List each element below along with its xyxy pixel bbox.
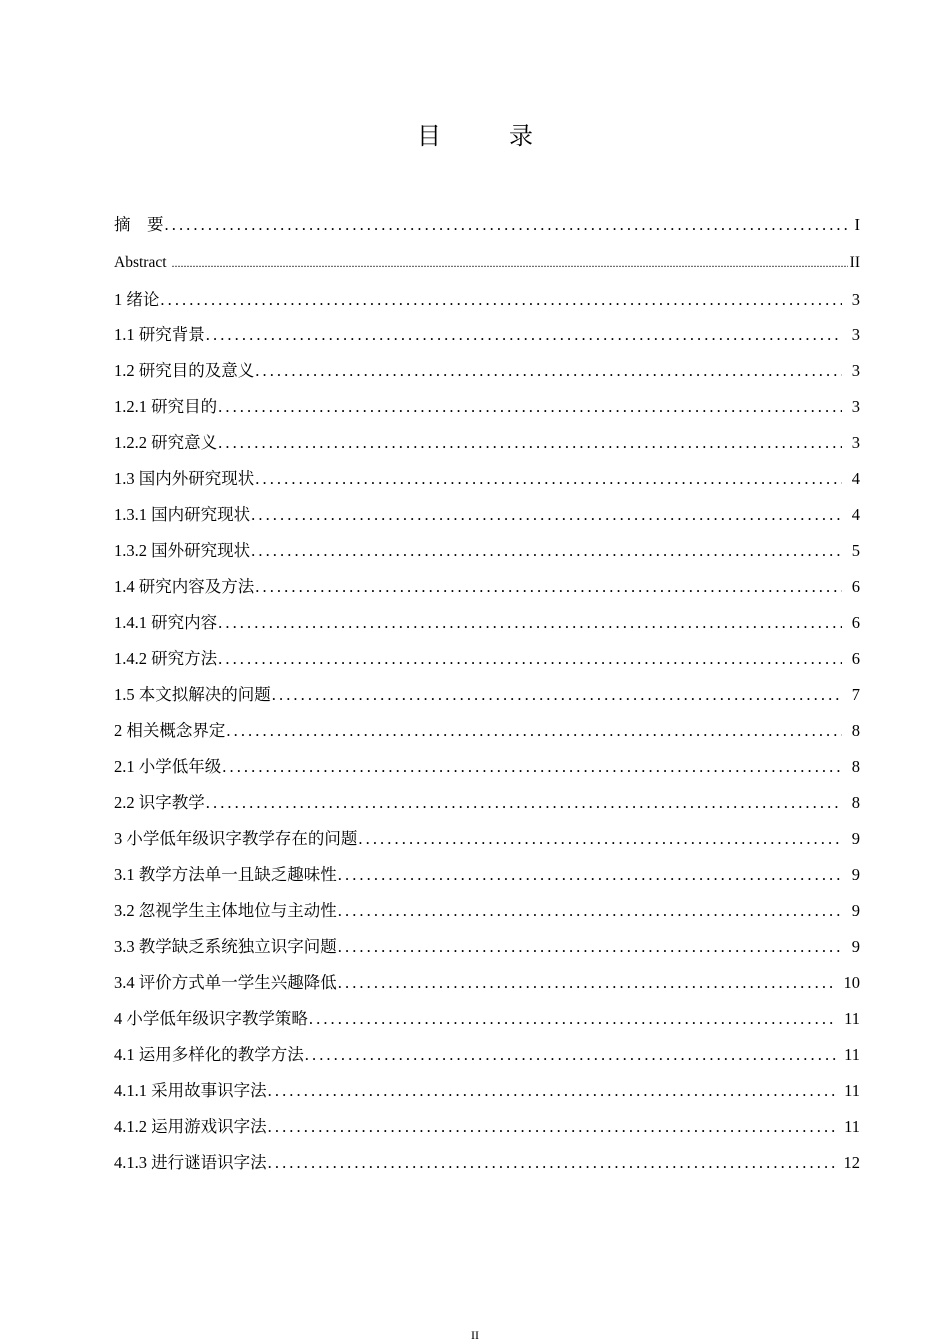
- toc-entry-label: 4 小学低年级识字教学策略: [114, 1009, 308, 1028]
- toc-entry-label: Abstract: [114, 254, 167, 271]
- toc-leader-dots: [338, 929, 842, 965]
- toc-entry-page: 11: [844, 1081, 860, 1100]
- toc-leader-dots: [338, 893, 842, 929]
- toc-entry[interactable]: [114, 1037, 860, 1073]
- toc-entry-page: 3: [851, 433, 860, 452]
- toc-leader-dots: [222, 749, 842, 785]
- table-of-contents: [114, 207, 860, 1181]
- toc-entry-label: 1.4.2 研究方法: [114, 649, 218, 668]
- toc-entry-label: 1.2.1 研究目的: [114, 397, 218, 416]
- toc-entry[interactable]: [114, 965, 860, 1001]
- toc-leader-dots: [172, 243, 848, 283]
- toc-entry-label: 3.4 评价方式单一学生兴趣降低: [114, 973, 337, 992]
- toc-entry-label: 1.4.1 研究内容: [114, 613, 218, 632]
- toc-entry-label: 1.4 研究内容及方法: [114, 577, 255, 596]
- toc-entry-label: 4.1.2 运用游戏识字法: [114, 1117, 267, 1136]
- toc-entry-label: 2 相关概念界定: [114, 721, 226, 740]
- toc-entry-page: 4: [851, 505, 860, 524]
- toc-entry-label: 1.2 研究目的及意义: [114, 361, 255, 380]
- toc-leader-dots: [358, 821, 842, 857]
- toc-entry-page: 9: [851, 901, 860, 920]
- toc-entry[interactable]: [114, 497, 860, 533]
- toc-entry-label: 3.1 教学方法单一且缺乏趣味性: [114, 865, 337, 884]
- toc-entry-page: 8: [851, 721, 860, 740]
- toc-entry[interactable]: [114, 929, 860, 965]
- page-number: II: [471, 1328, 479, 1342]
- toc-entry-label: 1.3.2 国外研究现状: [114, 541, 251, 560]
- toc-entry[interactable]: [114, 1073, 860, 1109]
- toc-entry-page: 3: [851, 361, 860, 380]
- toc-entry-page: 3: [851, 290, 860, 309]
- toc-leader-dots: [165, 207, 849, 243]
- toc-leader-dots: [160, 283, 842, 317]
- toc-leader-dots: [338, 857, 842, 893]
- toc-leader-dots: [218, 389, 842, 425]
- toc-entry[interactable]: [114, 243, 860, 283]
- toc-entry[interactable]: [114, 1001, 860, 1037]
- toc-leader-dots: [272, 677, 842, 713]
- toc-entry-page: 3: [851, 325, 860, 344]
- toc-leader-dots: [309, 1001, 836, 1037]
- toc-leader-dots: [268, 1073, 836, 1109]
- toc-entry[interactable]: [114, 207, 860, 243]
- toc-entry-label: 1.3 国内外研究现状: [114, 469, 255, 488]
- toc-leader-dots: [251, 533, 842, 569]
- toc-entry-label: 2.2 识字教学: [114, 793, 205, 812]
- toc-entry-page: 9: [851, 829, 860, 848]
- toc-leader-dots: [255, 569, 842, 605]
- toc-entry[interactable]: [114, 713, 860, 749]
- toc-entry-page: 7: [851, 685, 860, 704]
- toc-leader-dots: [206, 785, 842, 821]
- page-title: 目 录: [417, 124, 555, 150]
- toc-entry-page: 11: [844, 1045, 860, 1064]
- toc-entry[interactable]: [114, 893, 860, 929]
- toc-entry-label: 4.1.1 采用故事识字法: [114, 1081, 267, 1100]
- toc-entry[interactable]: [114, 749, 860, 785]
- toc-leader-dots: [255, 461, 842, 497]
- toc-leader-dots: [268, 1109, 836, 1145]
- toc-leader-dots: [226, 713, 842, 749]
- toc-entry[interactable]: [114, 605, 860, 641]
- toc-entry-page: 6: [851, 613, 860, 632]
- toc-leader-dots: [206, 317, 842, 353]
- toc-entry-page: 11: [844, 1117, 860, 1136]
- toc-entry-label: 3 小学低年级识字教学存在的问题: [114, 829, 358, 848]
- toc-entry-page: 11: [844, 1009, 860, 1028]
- toc-entry-page: I: [854, 215, 860, 234]
- toc-entry[interactable]: [114, 857, 860, 893]
- toc-entry-page: 6: [851, 577, 860, 596]
- toc-entry-label: 摘 要: [114, 215, 164, 234]
- toc-entry[interactable]: [114, 533, 860, 569]
- toc-entry-page: 9: [851, 865, 860, 884]
- toc-entry[interactable]: [114, 425, 860, 461]
- toc-entry-page: 5: [851, 541, 860, 560]
- toc-entry[interactable]: [114, 461, 860, 497]
- toc-entry-page: II: [849, 254, 860, 271]
- toc-entry[interactable]: [114, 283, 860, 317]
- toc-leader-dots: [218, 605, 842, 641]
- toc-entry[interactable]: [114, 785, 860, 821]
- toc-leader-dots: [268, 1145, 836, 1181]
- toc-entry-label: 1.2.2 研究意义: [114, 433, 218, 452]
- toc-entry[interactable]: [114, 677, 860, 713]
- toc-entry-page: 8: [851, 757, 860, 776]
- toc-leader-dots: [218, 425, 842, 461]
- toc-entry-label: 3.2 忽视学生主体地位与主动性: [114, 901, 337, 920]
- toc-entry-page: 12: [843, 1153, 860, 1172]
- toc-entry[interactable]: [114, 389, 860, 425]
- toc-entry-label: 1.1 研究背景: [114, 325, 205, 344]
- toc-entry[interactable]: [114, 1109, 860, 1145]
- toc-entry-page: 9: [851, 937, 860, 956]
- toc-entry[interactable]: [114, 353, 860, 389]
- toc-entry-label: 1.3.1 国内研究现状: [114, 505, 251, 524]
- toc-leader-dots: [338, 965, 836, 1001]
- toc-entry[interactable]: [114, 641, 860, 677]
- toc-leader-dots: [218, 641, 842, 677]
- toc-leader-dots: [251, 497, 842, 533]
- toc-entry-page: 6: [851, 649, 860, 668]
- toc-entry[interactable]: [114, 317, 860, 353]
- toc-entry-page: 3: [851, 397, 860, 416]
- toc-leader-dots: [255, 353, 842, 389]
- toc-entry-page: 8: [851, 793, 860, 812]
- toc-entry-label: 1 绪论: [114, 290, 160, 309]
- toc-entry[interactable]: [114, 569, 860, 605]
- toc-entry-label: 3.3 教学缺乏系统独立识字问题: [114, 937, 337, 956]
- toc-leader-dots: [305, 1037, 836, 1073]
- toc-entry-page: 4: [851, 469, 860, 488]
- toc-entry-page: 10: [843, 973, 860, 992]
- toc-entry-label: 4.1 运用多样化的教学方法: [114, 1045, 304, 1064]
- toc-entry[interactable]: [114, 1145, 860, 1181]
- toc-entry-label: 2.1 小学低年级: [114, 757, 222, 776]
- toc-entry-label: 4.1.3 进行谜语识字法: [114, 1153, 267, 1172]
- toc-entry[interactable]: [114, 821, 860, 857]
- toc-entry-label: 1.5 本文拟解决的问题: [114, 685, 271, 704]
